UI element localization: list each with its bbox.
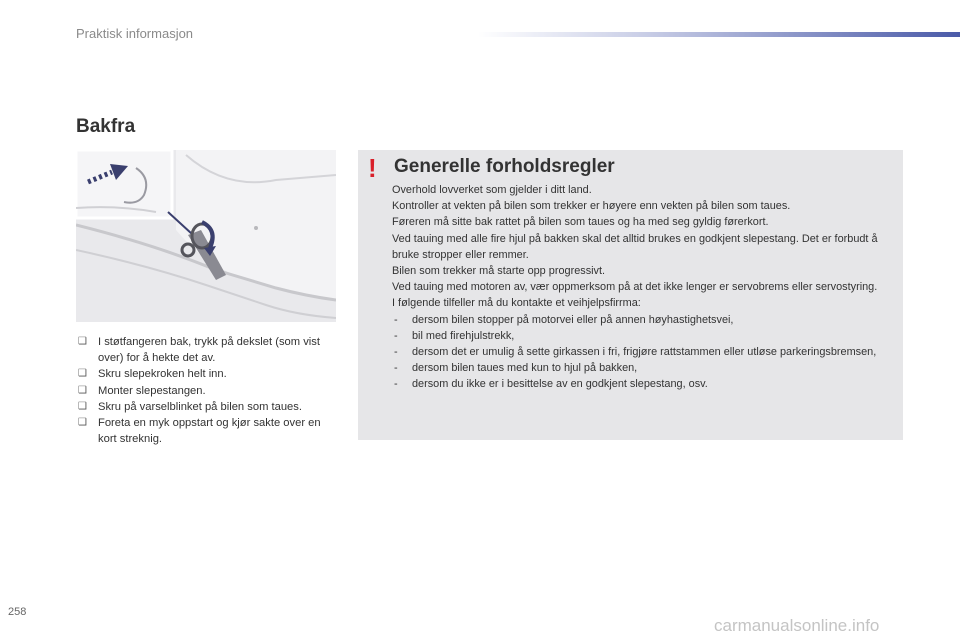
header-title: Praktisk informasjon bbox=[76, 26, 194, 41]
step-item: ❑ Monter slepestangen. bbox=[76, 383, 336, 399]
step-item: ❑ Foreta en myk oppstart og kjør sakte over en kort streknig. bbox=[78, 417, 321, 446]
rear-bumper-drawing bbox=[76, 150, 336, 322]
page-number: 258 bbox=[8, 606, 27, 618]
warning-list-item: - dersom du ikke er i besittelse av en godkjent slepestang, osv. bbox=[394, 378, 708, 391]
warning-paragraph: Ved tauing med motoren av, vær oppmerksom på at det ikke lenger er servobrems eller servostyring. bbox=[392, 281, 878, 294]
checkbox-marker-icon: ❑ bbox=[78, 336, 87, 347]
warning-list bbox=[392, 312, 896, 393]
checkbox-marker-icon: ❑ bbox=[78, 400, 87, 412]
warning-exclamation-icon: ! bbox=[368, 153, 377, 183]
warning-paragraph: Kontroller at vekten på bilen som trekker er høyere enn vekten på bilen som taues. bbox=[392, 200, 791, 213]
warning-list-item: - dersom bilen taues med kun to hjul på bakken, bbox=[394, 362, 638, 375]
warning-paragraph: Bilen som trekker må starte opp progressivt. bbox=[392, 265, 606, 278]
checkbox-marker-icon: ❑ bbox=[78, 417, 87, 429]
warning-box bbox=[358, 150, 903, 440]
steps-list bbox=[76, 334, 336, 447]
section-title: Bakfra bbox=[76, 116, 136, 137]
warning-list-item: - bil med firehjulstrekk, bbox=[394, 329, 515, 342]
warning-paragraph: I følgende tilfeller må du kontakte et veihjelpsfirrma: bbox=[392, 297, 641, 310]
warning-paragraph: Ved tauing med alle fire hjul på bakken skal det alltid brukes en godkjent slepestang. Det er forbudt å bruke stropper eller remmer. bbox=[392, 232, 878, 261]
checkbox-marker-icon: ❑ bbox=[78, 368, 87, 380]
step-item: ❑ I støtfangeren bak, trykk på dekslet (som vist over) for å hekte det av. bbox=[78, 336, 320, 365]
warning-body bbox=[392, 182, 896, 393]
warning-paragraph: Overhold lovverket som gjelder i ditt land. bbox=[392, 184, 592, 196]
watermark-text: carmanualsonline.info bbox=[714, 616, 880, 635]
checkbox-marker-icon: ❑ bbox=[78, 384, 87, 396]
step-item: ❑ Skru på varselblinket på bilen som taues. bbox=[76, 399, 336, 415]
warning-list-item: - dersom det er umulig å sette girkassen i fri, frigjøre rattstammen eller utløse parkeringsbremsen, bbox=[394, 346, 877, 359]
warning-title: Generelle forholdsregler bbox=[394, 156, 615, 177]
step-item: ❑ Skru slepekroken helt inn. bbox=[76, 366, 336, 382]
warning-list-item: - dersom bilen stopper på motorvei eller på annen høyhastighetsvei, bbox=[394, 313, 734, 326]
warning-paragraph: Føreren må sitte bak rattet på bilen som taues og ha med seg gyldig førerkort. bbox=[392, 216, 769, 229]
header-gradient-bar bbox=[478, 32, 960, 37]
rear-bumper-illustration bbox=[76, 150, 336, 322]
